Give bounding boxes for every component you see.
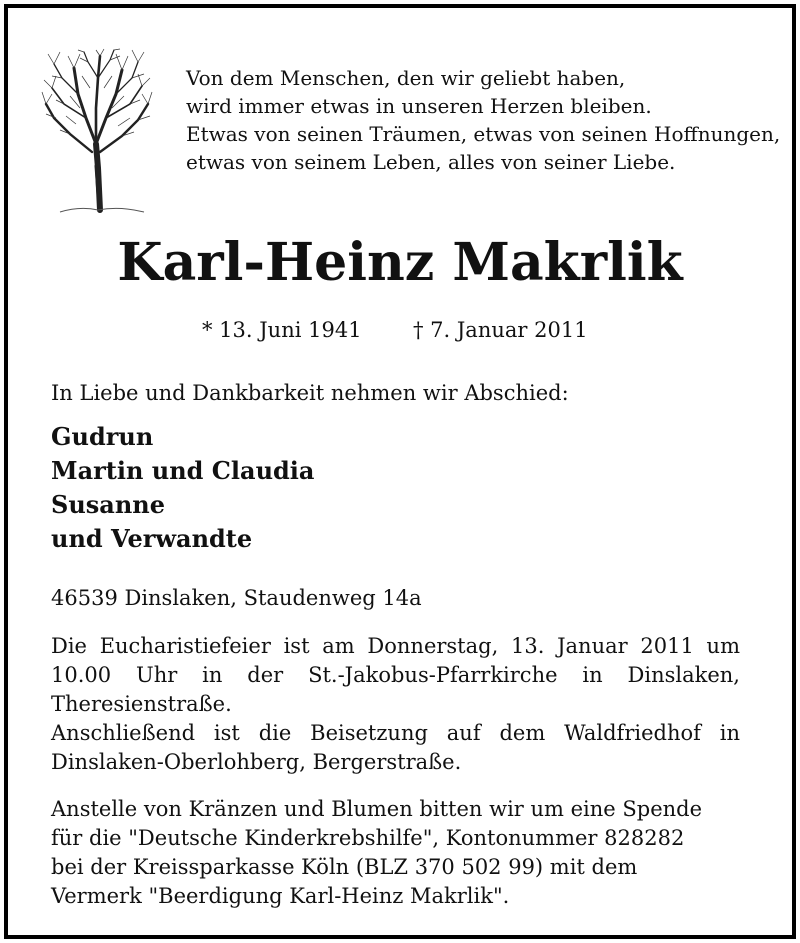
service-line: Die Eucharistiefeier ist am Donnerstag, 13. Januar 2011 um <box>51 634 740 658</box>
bare-tree-icon <box>40 48 155 216</box>
mourner-name: und Verwandte <box>51 524 253 553</box>
mourner-name: Martin und Claudia <box>51 456 315 485</box>
farewell-text: In Liebe und Dankbarkeit nehmen wir Abschied: <box>51 381 569 405</box>
burial-line: Dinslaken-Oberlohberg, Bergerstraße. <box>51 750 462 774</box>
death-date: † 7. Januar 2011 <box>413 318 588 342</box>
poem <box>186 64 780 176</box>
donation-line: für die "Deutsche Kinderkrebshilfe", Kontonummer 828282 <box>51 826 685 850</box>
service-line: Theresienstraße. <box>51 692 232 716</box>
poem-line: Von dem Menschen, den wir geliebt haben, <box>186 66 626 90</box>
poem-line: wird immer etwas in unseren Herzen bleiben. <box>186 94 652 118</box>
burial-line: Anschließend ist die Beisetzung auf dem Waldfriedhof in <box>51 721 740 745</box>
donation-paragraph <box>51 795 771 911</box>
birth-date: * 13. Juni 1941 <box>202 318 362 342</box>
service-paragraph <box>51 632 740 719</box>
burial-paragraph <box>51 719 740 777</box>
poem-line: etwas von seinem Leben, alles von seiner Liebe. <box>186 150 676 174</box>
family-address: 46539 Dinslaken, Staudenweg 14a <box>51 586 422 610</box>
donation-line: Anstelle von Kränzen und Blumen bitten wir um eine Spende <box>51 797 703 821</box>
donation-line: Vermerk "Beerdigung Karl-Heinz Makrlik". <box>51 884 510 908</box>
mourner-name: Gudrun <box>51 422 154 451</box>
deceased-name: Karl-Heinz Makrlik <box>117 232 683 293</box>
poem-line: Etwas von seinen Träumen, etwas von seinen Hoffnungen, <box>186 122 781 146</box>
service-line: 10.00 Uhr in der St.-Jakobus-Pfarrkirche in Dinslaken, <box>51 663 740 687</box>
mourner-name: Susanne <box>51 490 166 519</box>
donation-line: bei der Kreissparkasse Köln (BLZ 370 502 99) mit dem <box>51 855 638 879</box>
mourners-list <box>51 420 314 556</box>
